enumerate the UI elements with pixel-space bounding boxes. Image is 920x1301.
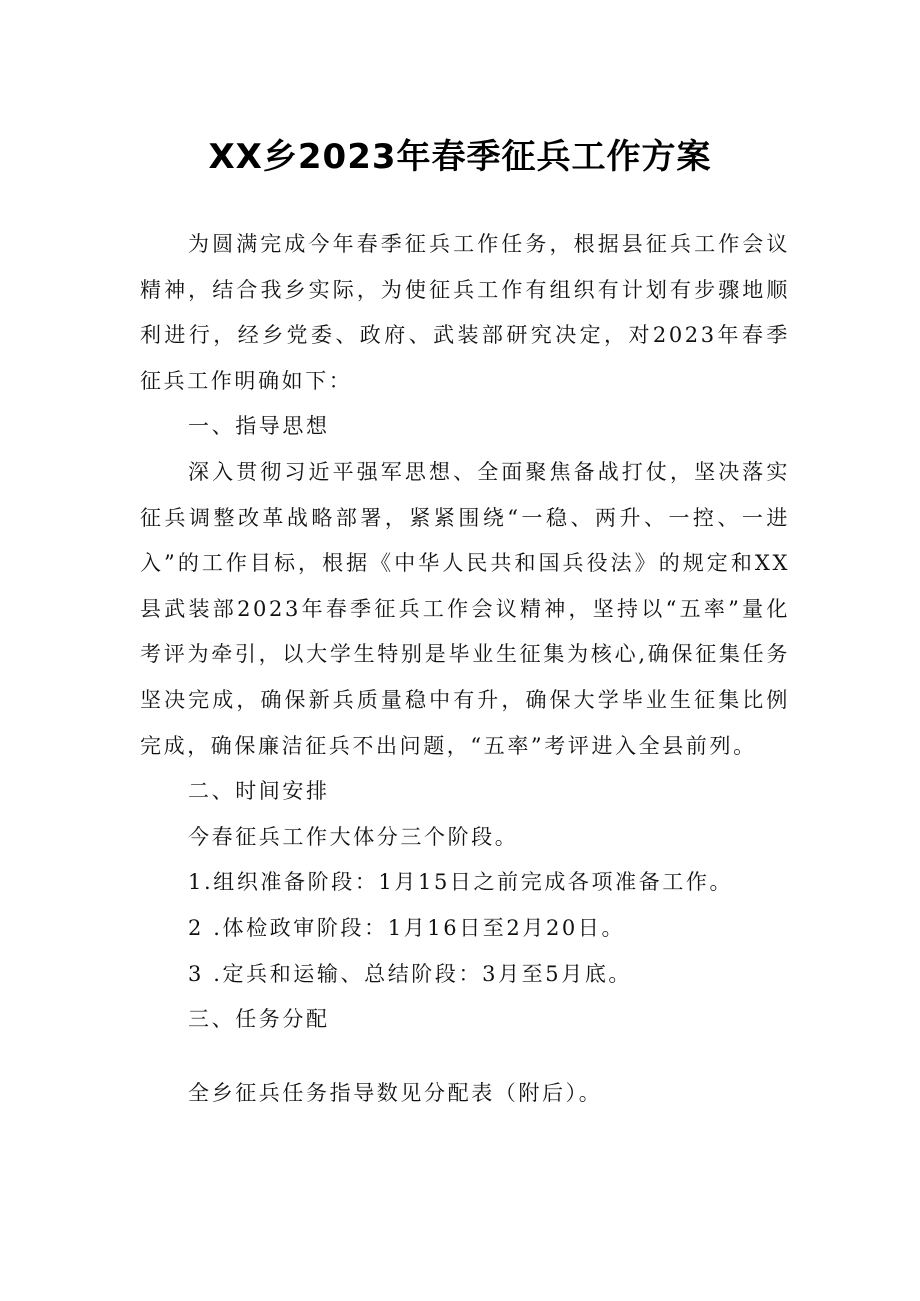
guiding-thought-paragraph: 深入贯彻习近平强军思想、全面聚焦备战打仗，坚决落实征兵调整改革战略部署，紧紧围绕“一稳、两升、一控、一进入”的工作目标，根据《中华人民共和国兵役法》的规定和XX县武装部2023年春季征兵工作会议精神，坚持以“五率”量化考评为牵引，以大学生特别是毕业生征集为核心,确保征集任务坚决完成，确保新兵质量稳中有升，确保大学毕业生征集比例完成，确保廉洁征兵不出问题，“五率”考评进入全县前列。: [140, 459, 790, 758]
schedule-overview: 今春征兵工作大体分三个阶段。: [188, 824, 519, 849]
document-body: [140, 222, 790, 1116]
section-heading-schedule: 二、时间安排: [188, 779, 330, 804]
section-heading-guiding-thought: 一、指导思想: [188, 414, 330, 439]
schedule-stage-1: 1.组织准备阶段：1月15日之前完成各项准备工作。: [188, 870, 734, 895]
intro-paragraph: 为圆满完成今年春季征兵工作任务，根据县征兵工作会议精神，结合我乡实际，为使征兵工作有组织有计划有步骤地顺利进行，经乡党委、政府、武装部研究决定，对2023年春季征兵工作明确如下：: [140, 232, 790, 393]
task-allocation-text: 全乡征兵任务指导数见分配表（附后）。: [188, 1080, 603, 1105]
section-heading-task-allocation: 三、任务分配: [188, 1007, 330, 1032]
schedule-stage-3: 3 .定兵和运输、总结阶段：3月至5月底。: [188, 961, 633, 986]
document-title: XX乡2023年春季征兵工作方案: [208, 137, 712, 177]
schedule-stage-2: 2 .体检政审阶段：1月16日至2月20日。: [188, 915, 626, 940]
